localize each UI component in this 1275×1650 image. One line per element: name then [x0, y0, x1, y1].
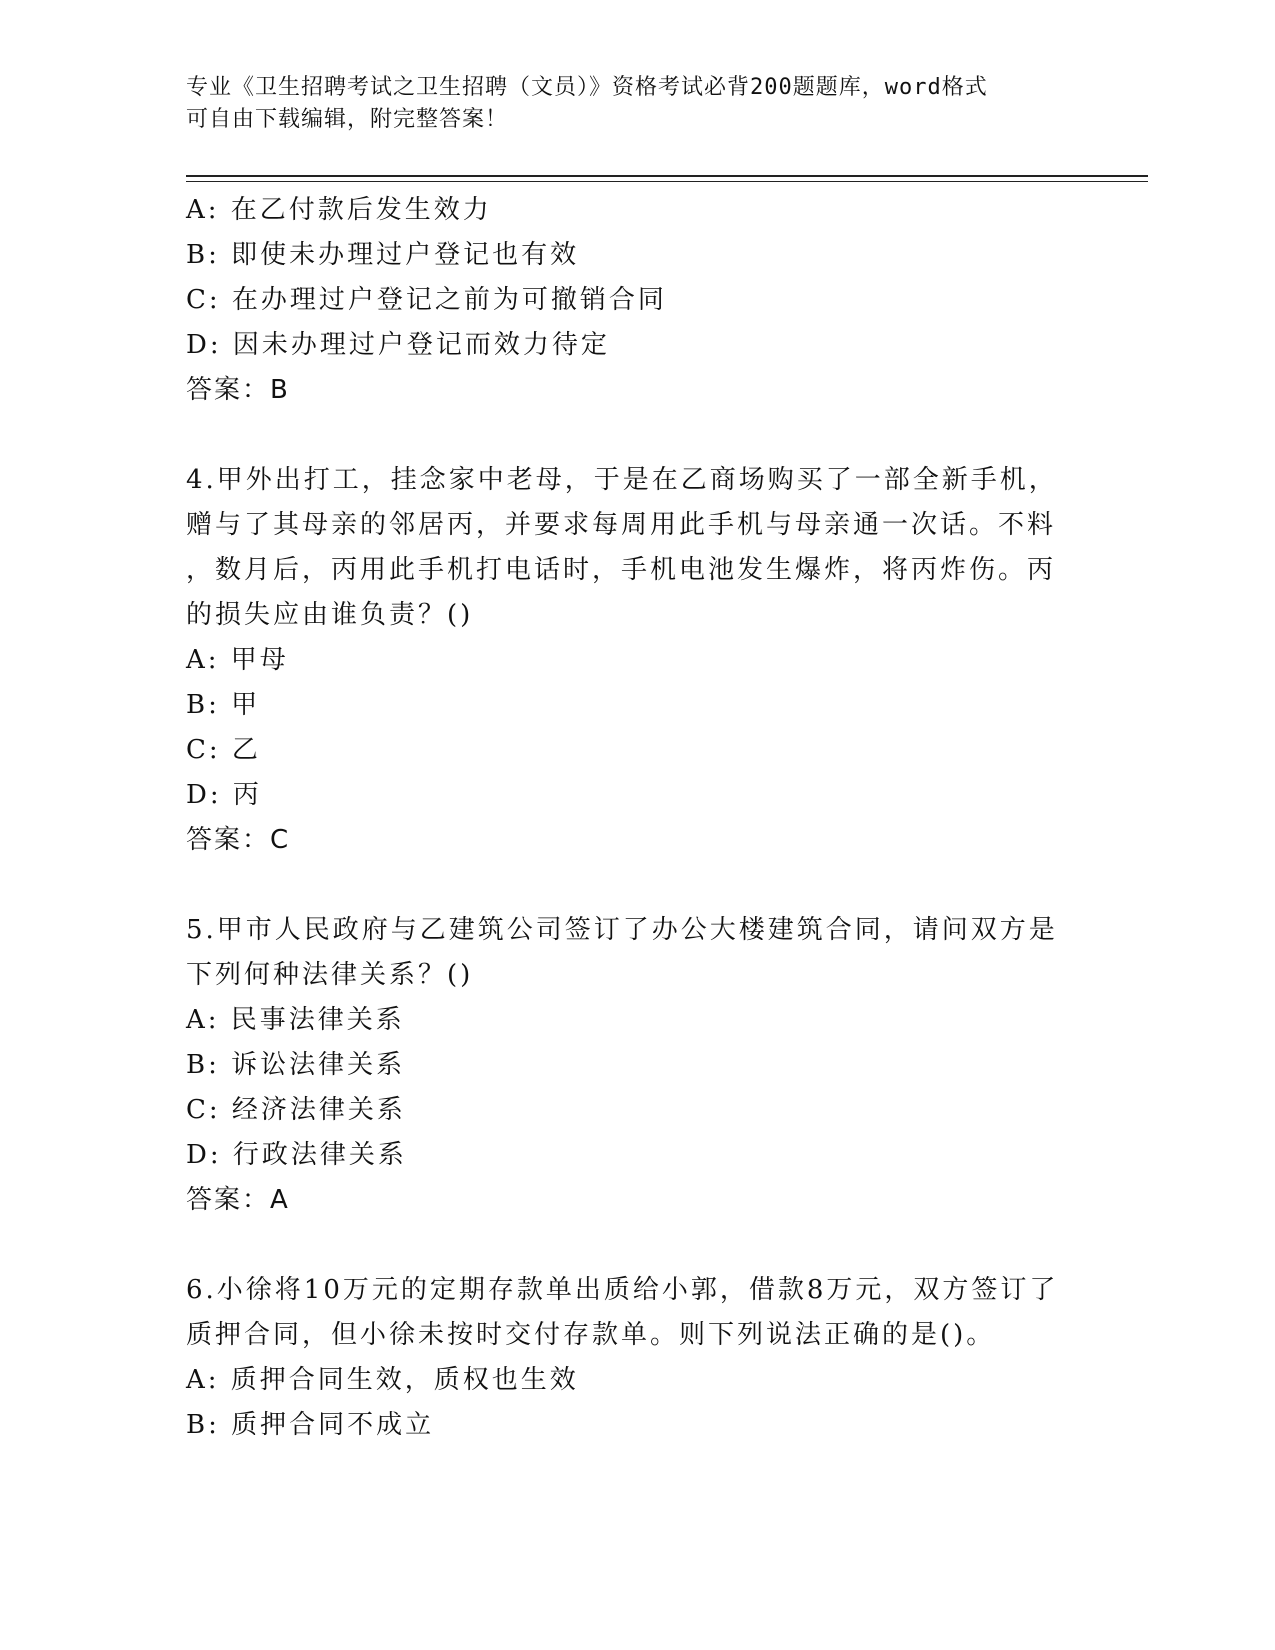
option-d: D: 丙	[186, 780, 262, 810]
option-c: C: 经济法律关系	[186, 1095, 406, 1125]
option-a: A: 甲母	[186, 645, 289, 675]
question-stem-line: 6.小徐将10万元的定期存款单出质给小郭，借款8万元，双方签订了	[186, 1275, 1059, 1305]
question-5	[186, 908, 1086, 1223]
option-d: D: 行政法律关系	[186, 1140, 407, 1170]
question-4	[186, 458, 1086, 863]
question-stem-line: 赠与了其母亲的邻居丙，并要求每周用此手机与母亲通一次话。不料	[186, 510, 1057, 540]
question-stem-line: 下列何种法律关系？()	[186, 960, 474, 990]
spacer	[186, 863, 1086, 908]
header-divider-thin	[186, 181, 1148, 182]
question-3	[186, 188, 1086, 413]
question-stem-line: 5.甲市人民政府与乙建筑公司签订了办公大楼建筑合同，请问双方是	[186, 915, 1058, 945]
option-b: B: 诉讼法律关系	[186, 1050, 406, 1080]
answer-line: 答案：B	[186, 375, 290, 405]
answer-line: 答案：C	[186, 825, 291, 855]
answer-line: 答案：A	[186, 1185, 290, 1215]
option-a: A: 质押合同生效，质权也生效	[186, 1365, 579, 1395]
question-stem-line: 质押合同，但小徐未按时交付存款单。则下列说法正确的是()。	[186, 1320, 996, 1350]
option-d: D: 因未办理过户登记而效力待定	[186, 330, 610, 360]
spacer	[186, 413, 1086, 458]
option-a: A: 在乙付款后发生效力	[186, 195, 492, 225]
option-c: C: 在办理过户登记之前为可撤销合同	[186, 285, 667, 315]
option-a: A: 民事法律关系	[186, 1005, 405, 1035]
option-b: B: 甲	[186, 690, 261, 720]
document-header	[186, 72, 1066, 136]
header-line-2: 可自由下载编辑，附完整答案！	[186, 107, 509, 132]
header-divider-thick	[186, 175, 1148, 177]
option-b: B: 即使未办理过户登记也有效	[186, 240, 580, 270]
question-stem-line: ，数月后，丙用此手机打电话时，手机电池发生爆炸，将丙炸伤。丙	[186, 555, 1057, 585]
question-stem-line: 4.甲外出打工，挂念家中老母，于是在乙商场购买了一部全新手机，	[186, 465, 1058, 495]
question-6	[186, 1268, 1086, 1448]
option-c: C: 乙	[186, 735, 261, 765]
option-b: B: 质押合同不成立	[186, 1410, 435, 1440]
question-stem-line: 的损失应由谁负责？()	[186, 600, 474, 630]
header-line-1: 专业《卫生招聘考试之卫生招聘（文员）》资格考试必背200题题库，word格式	[186, 75, 988, 100]
question-list	[186, 188, 1086, 1448]
spacer	[186, 1223, 1086, 1268]
